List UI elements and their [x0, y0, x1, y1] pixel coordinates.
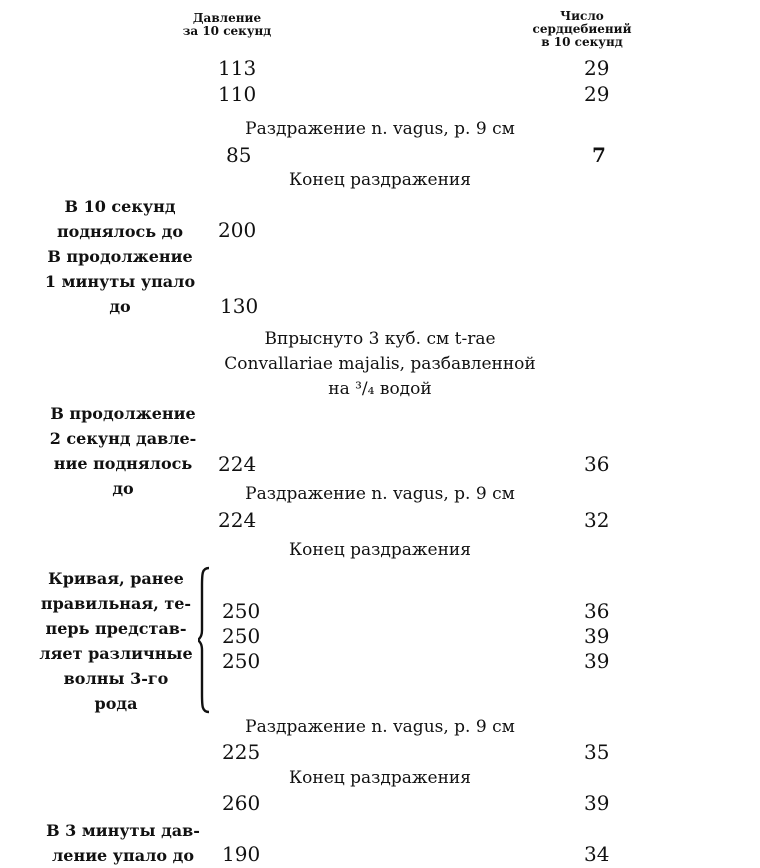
stimulation-end-label: Конец раздражения	[289, 768, 471, 788]
note-curve-waves: Кривая, ранее правильная, те- перь представ- ляет различные волны 3-го рода	[39, 569, 193, 713]
note-fall-3min: В 3 минуты дав- ление упало до	[46, 821, 200, 865]
note-rise-10s: В 10 секунд поднялось до	[56, 197, 184, 241]
heartrate-value: 29	[584, 82, 610, 106]
pressure-value: 200	[218, 218, 257, 242]
heartrate-column-header: Число сердцебиений в 10 секунд	[532, 9, 632, 49]
heartrate-value: 39	[584, 791, 610, 815]
heartrate-value: 32	[584, 508, 610, 532]
heartrate-value: 29	[584, 56, 610, 80]
pressure-value: 224	[218, 452, 257, 476]
heartrate-value: 36	[584, 599, 610, 623]
pressure-value: 260	[222, 791, 261, 815]
pressure-value: 190	[222, 842, 261, 866]
heartrate-value: 39	[584, 649, 610, 673]
pressure-value: 250	[222, 624, 261, 648]
pressure-value: 85	[226, 143, 252, 167]
heartrate-value: 39	[584, 624, 610, 648]
curly-brace	[198, 566, 212, 714]
vagus-stimulation-label: Раздражение n. vagus, р. 9 см	[245, 119, 515, 139]
pressure-value: 113	[218, 56, 257, 80]
vagus-stimulation-label: Раздражение n. vagus, р. 9 см	[245, 717, 515, 737]
pressure-value: 250	[222, 649, 261, 673]
stimulation-end-label: Конец раздражения	[289, 540, 471, 560]
heartrate-value: 35	[584, 740, 610, 764]
pressure-value: 225	[222, 740, 261, 764]
pressure-value: 110	[218, 82, 257, 106]
pressure-value: 250	[222, 599, 261, 623]
injection-note: Впрыснуто 3 куб. см t-rae Convallariae majalis, разбавленной на ³/₄ водой	[224, 329, 536, 399]
note-fall-1min: В продолжение 1 минуты упало до	[44, 247, 196, 316]
stimulation-end-label: Конец раздражения	[289, 170, 471, 190]
vagus-stimulation-label: Раздражение n. vagus, р. 9 см	[245, 484, 515, 504]
note-rise-2s: В продолжение 2 секунд давле- ние поднялось до	[49, 404, 197, 498]
pressure-value: 130	[220, 294, 259, 318]
pressure-value: 224	[218, 508, 257, 532]
heartrate-value: 36	[584, 452, 610, 476]
pressure-column-header: Давление за 10 секунд	[182, 11, 272, 38]
heartrate-value: 34	[584, 842, 610, 866]
heartrate-value: 7	[592, 143, 606, 167]
